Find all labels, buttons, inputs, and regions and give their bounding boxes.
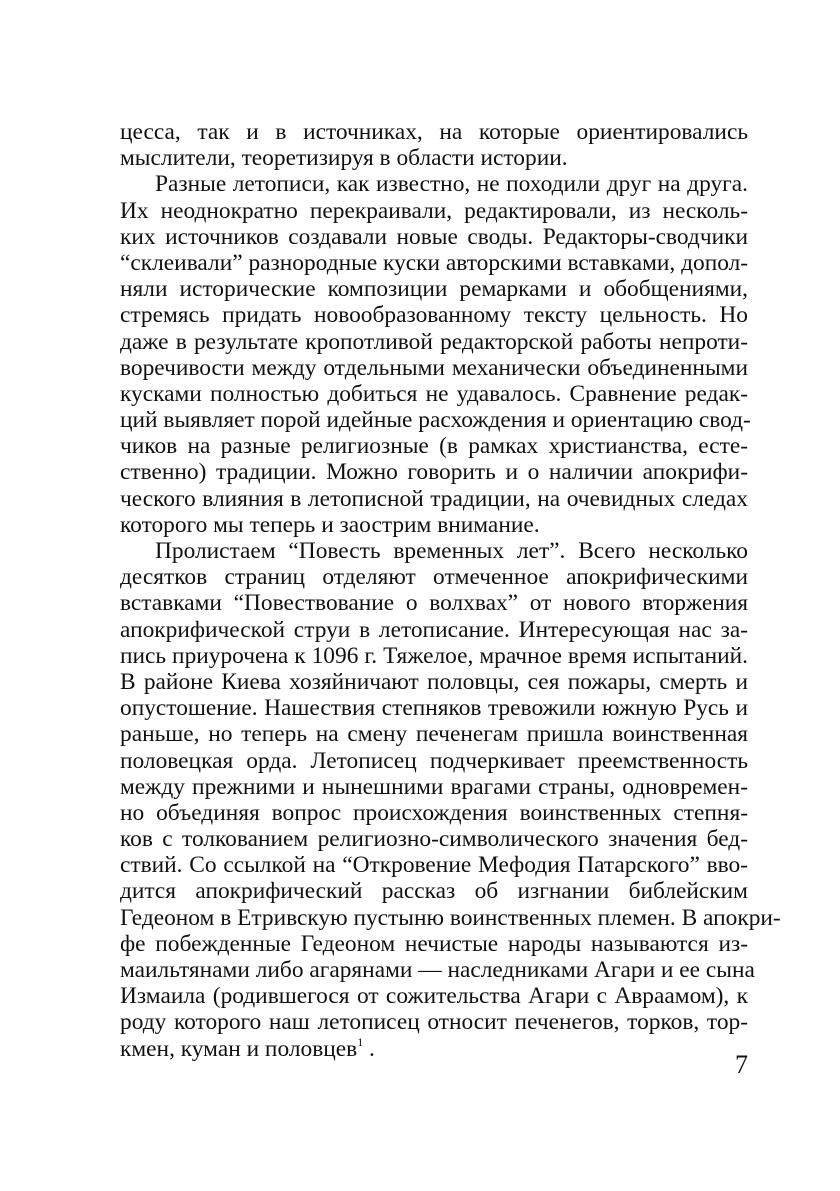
text-line: воречивости между отдельными механически объединенными	[120, 354, 748, 381]
text-line: Измаила (родившегося от сожительства Агари с Авраамом), к	[120, 983, 748, 1010]
text-line: фе побежденные Гедеоном нечистые народы называются из-	[120, 930, 748, 957]
text-line: чиков на разные религиозные (в рамках христианства, есте-	[120, 433, 748, 460]
text-line: Пролистаем “Повесть временных лет”. Всего несколько	[155, 538, 748, 564]
text-line: роду которого наш летописец относит печенегов, торков, тор-	[120, 1009, 748, 1036]
text-line: Разные летописи, как известно, не походили друг на друга.	[155, 171, 748, 198]
text-line: половецкая орда. Летописец подчеркивает преемственность	[120, 747, 748, 774]
text-line: стремясь придать новообразованному тексту цельность. Но	[120, 302, 748, 329]
text-line: пись приурочена к 1096 г. Тяжелое, мрачное время испытаний.	[120, 642, 748, 669]
page-number: 7	[735, 1050, 748, 1079]
text-line: которого мы теперь и заострим внимание.	[120, 511, 540, 538]
text-line: кусками полностью добиться не удавалось. Сравнение редак-	[120, 380, 748, 407]
paragraph-2	[120, 171, 751, 538]
text-line: ственно) традиции. Можно говорить и о наличии апокрифи-	[120, 459, 748, 486]
text-line: цесса, так и в источниках, на которые ориентировались	[120, 119, 748, 145]
footnote-reference: 1	[357, 1034, 364, 1049]
text-line: Гедеоном в Етривскую пустыню воинственных племен. В апокри-	[120, 904, 781, 931]
text-line: маильтянами либо агарянами — наследниками Агари и ее сына	[120, 957, 755, 983]
text-line: десятков страниц отделяют отмеченное апокрифическими	[120, 564, 748, 591]
text-line: дится апокрифический рассказ об изгнании библейским	[120, 878, 748, 905]
text-line: ций выявляет порой идейные расхождения и ориентацию свод-	[120, 407, 751, 434]
text-line-content: кмен, куман и половцев	[120, 1035, 358, 1062]
page-text	[120, 119, 781, 1062]
last-text-line	[120, 1036, 748, 1062]
text-line: раньше, но теперь на смену печенегам пришла воинственная	[120, 721, 748, 748]
text-line: В районе Киева хозяйничают половцы, сея пожары, смерть и	[120, 668, 748, 695]
text-line: мыслители, теоретизируя в области истории.	[120, 145, 568, 172]
text-line: “склеивали” разнородные куски авторскими вставками, допол-	[120, 249, 749, 276]
text-line: апокрифической струи в летописание. Интересующая нас за-	[120, 616, 748, 643]
paragraph-1	[120, 119, 748, 171]
text-line: опустошение. Нашествия степняков тревожили южную Русь и	[120, 695, 748, 722]
text-line: ков с толкованием религиозно-символического значения бед-	[120, 826, 748, 853]
text-line: между прежними и нынешними врагами страны, одновремен-	[120, 773, 748, 800]
text-line: даже в результате кропотливой редакторской работы непроти-	[120, 328, 748, 355]
text-line: няли исторические композиции ремарками и обобщениями,	[120, 276, 748, 303]
trailing-punctuation: .	[363, 1035, 375, 1062]
text-line: ствий. Со ссылкой на “Откровение Мефодия Патарского” вво-	[120, 852, 748, 879]
text-line: Их неоднократно перекраивали, редактировали, из несколь-	[120, 197, 748, 224]
text-line: ческого влияния в летописной традиции, на очевидных следах	[120, 485, 748, 512]
text-line: вставками “Повествование о волхвах” от нового вторжения	[120, 590, 748, 617]
text-line: но объединяя вопрос происхождения воинственных степня-	[120, 799, 748, 826]
paragraph-3	[120, 538, 781, 1062]
text-line: ких источников создавали новые своды. Редакторы-сводчики	[120, 223, 748, 250]
